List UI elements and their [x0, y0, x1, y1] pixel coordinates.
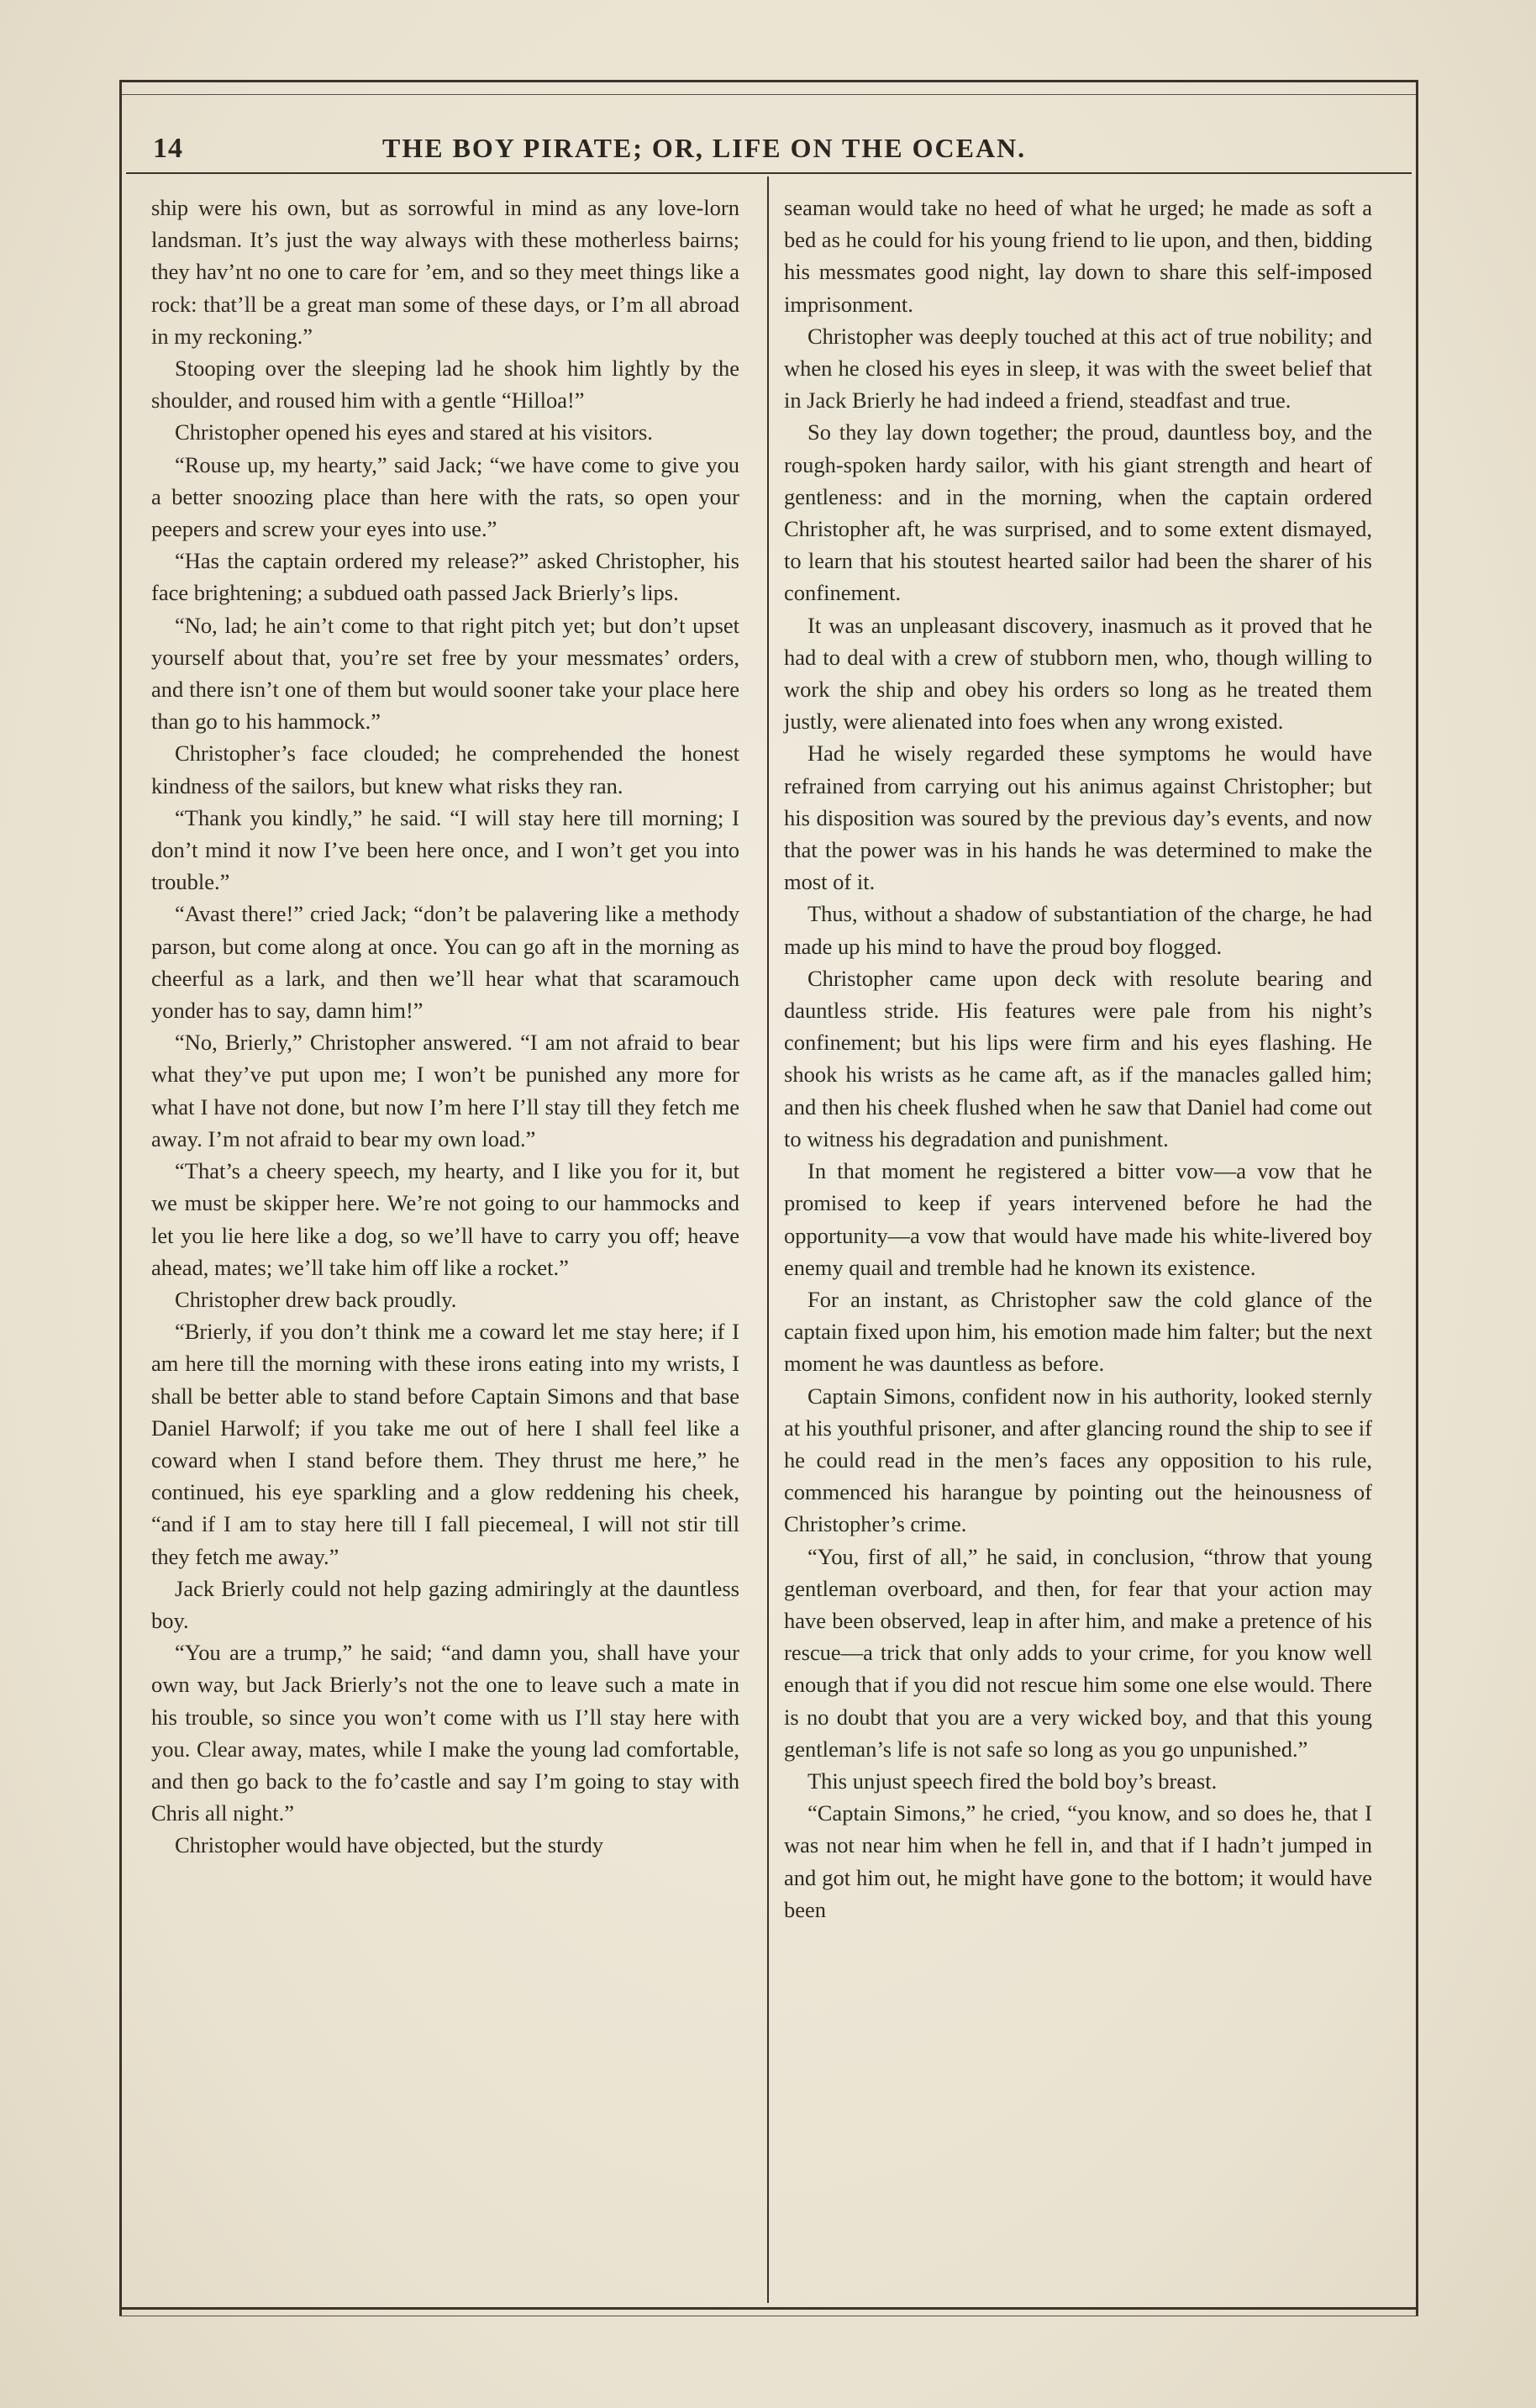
paragraph: In that moment he registered a bitter vow—a vow that he promised to keep if years intervened before he had the opportunity—a vow that would have made his white-livered boy enemy quail and tremble had he known its existence.: [784, 1158, 1372, 1280]
paragraph: “Brierly, if you don’t think me a coward let me stay here; if I am here till the morning with these irons eating into my wrists, I shall be better able to stand before Captain Simons and that base Daniel Harwolf; if you take me out of here I shall feel like a coward when I stand before them. They thrust me here,” he continued, his eye sparkling and a glow reddening his cheek, “and if I am to stay here till I fall piecemeal, I will not stir till they fetch me away.”: [151, 1319, 739, 1569]
paragraph: Stooping over the sleeping lad he shook him lightly by the shoulder, and roused him with a gentle “Hilloa!”: [151, 356, 739, 414]
header-rule: [126, 172, 1412, 174]
bottom-border-rule: [119, 2307, 1418, 2310]
paragraph: So they lay down together; the proud, dauntless boy, and the rough-spoken hardy sailor, with his giant strength and heart of gentleness: and in the morning, when the captain ordered Christopher aft, he was surprised, and to some extent dismayed, to learn that his stoutest hearted sailor had been the sharer of his confinement.: [784, 419, 1372, 606]
paragraph: Had he wisely regarded these symptoms he would have refrained from carrying out his animus against Christopher; but his disposition was soured by the previous day’s events, and now that the power was in his hands he was determined to make the most of it.: [784, 740, 1372, 895]
paragraph: “No, lad; he ain’t come to that right pitch yet; but don’t upset yourself about that, you’re set free by your messmates’ orders, and there isn’t one of them but would sooner take your place here than go to his hammock.”: [151, 612, 739, 735]
paragraph: “No, Brierly,” Christopher answered. “I am not afraid to bear what they’ve put upon me; I won’t be punished any more for what I have not done, but now I’m here I’ll stay till they fetch me away. I’m not afraid to bear my own load.”: [151, 1030, 739, 1151]
paragraph: “Thank you kindly,” he said. “I will stay here till morning; I don’t mind it now I’ve been here once, and I won’t get you into trouble.”: [151, 804, 739, 895]
paragraph: Jack Brierly could not help gazing admiringly at the dauntless boy.: [151, 1575, 739, 1633]
running-title: THE BOY PIRATE; OR, LIFE ON THE OCEAN.: [382, 133, 1027, 163]
paragraph: “Rouse up, my hearty,” said Jack; “we have come to give you a better snoozing place than here with the rats, so open your peepers and screw your eyes into use.”: [151, 451, 739, 542]
paragraph: “You are a trump,” he said; “and damn you, shall have your own way, but Jack Brierly’s not the one to leave such a mate in his trouble, so since you won’t come with us I’ll stay here with you. Clear away, mates, while I make the young lad comfortable, and then go back to the fo’castle and say I’m going to stay with Chris all night.”: [151, 1640, 739, 1826]
paragraph: Christopher came upon deck with resolute bearing and dauntless stride. His features were pale from his night’s confinement; but his lips were firm and his eyes flashing. He shook his wrists as he came aft, as if the manacles galled him; and then his cheek flushed when he saw that Daniel had come out to witness his degradation and punishment.: [784, 965, 1372, 1151]
column-divider: [767, 177, 769, 2303]
paragraph: ship were his own, but as sorrowful in mind as any love-lorn landsman. It’s just the way always with these motherless bairns; they hav’nt no one to care for ’em, and so they meet things like a rock: that’ll be a great man some of these days, or I’m all abroad in my reckoning.”: [151, 195, 739, 349]
left-column: [151, 192, 739, 1862]
paragraph: Christopher’s face clouded; he comprehended the honest kindness of the sailors, but knew what risks they ran.: [151, 740, 739, 798]
paragraph: “You, first of all,” he said, in conclusion, “throw that young gentleman overboard, and then, for fear that your action may have been observed, leap in after him, and make a pretence of his rescue—a trick that only adds to your crime, for you know well enough that if you did not rescue him some one else would. There is no doubt that you are a very wicked boy, and that this young gentleman’s life is not safe so long as you go unpunished.”: [784, 1543, 1372, 1762]
paragraph: “Captain Simons,” he cried, “you know, and so does he, that I was not near him when he fell in, and that if I hadn’t jumped in and got him out, he might have gone to the bottom; it would have been: [784, 1800, 1372, 1922]
right-column: [784, 192, 1372, 1926]
paragraph: Thus, without a shadow of substantiation of the charge, he had made up his mind to have the proud boy flogged.: [784, 901, 1372, 959]
paragraph: “Has the captain ordered my release?” asked Christopher, his face brightening; a subdued oath passed Jack Brierly’s lips.: [151, 548, 739, 606]
paragraph: Christopher was deeply touched at this act of true nobility; and when he closed his eyes in sleep, it was with the sweet belief that in Jack Brierly he had indeed a friend, steadfast and true.: [784, 323, 1372, 414]
paragraph: Captain Simons, confident now in his authority, looked sternly at his youthful prisoner, and after glancing round the ship to see if he could read in the men’s faces any opposition to his rule, commenced his harangue by pointing out the heinousness of Christopher’s crime.: [784, 1383, 1372, 1537]
paragraph: For an instant, as Christopher saw the cold glance of the captain fixed upon him, his emotion made him falter; but the next moment he was dauntless as before.: [784, 1286, 1372, 1377]
page-number: 14: [153, 133, 183, 164]
paragraph: This unjust speech fired the bold boy’s breast.: [807, 1768, 1218, 1794]
paragraph: It was an unpleasant discovery, inasmuch as it proved that he had to deal with a crew of stubborn men, who, though willing to work the ship and obey his orders so long as he treated them justly, were alienated into foes when any wrong existed.: [784, 612, 1372, 735]
paragraph: “That’s a cheery speech, my hearty, and I like you for it, but we must be skipper here. We’re not going to our hammocks and let you lie here like a dog, so we’ll have to carry you off; heave ahead, mates; we’ll take him off like a rocket.”: [151, 1158, 739, 1280]
paragraph: seaman would take no heed of what he urged; he made as soft a bed as he could for his young friend to lie upon, and then, bidding his messmates good night, lay down to share this self-imposed imprisonment.: [784, 195, 1372, 317]
paragraph: “Avast there!” cried Jack; “don’t be palavering like a methody parson, but come along at once. You can go aft in the morning as cheerful as a lark, and then we’ll hear what that scaramouch yonder has to say, damn him!”: [151, 901, 739, 1024]
paragraph: Christopher would have objected, but the sturdy: [175, 1832, 604, 1858]
paragraph: Christopher drew back proudly.: [175, 1286, 457, 1312]
paragraph: Christopher opened his eyes and stared at his visitors.: [175, 419, 653, 445]
